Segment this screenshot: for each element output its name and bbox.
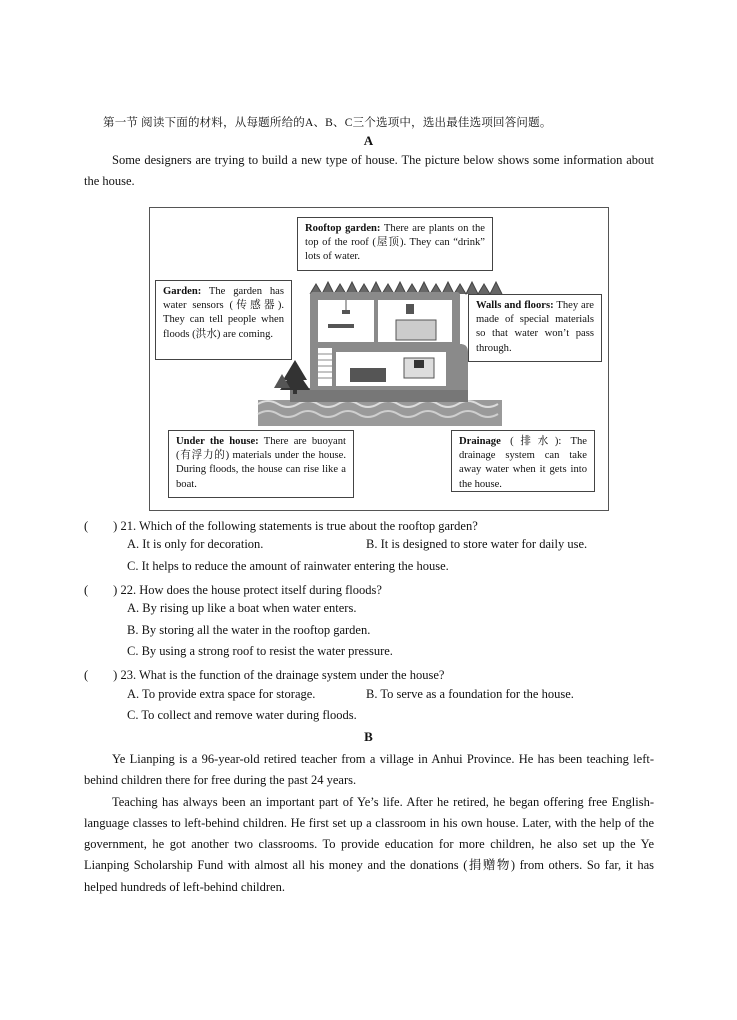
callout-drainage-text: (排水): The drainage system can take away water when it gets into the house.: [459, 436, 587, 490]
option-c[interactable]: C. To collect and remove water during floods.: [127, 708, 357, 722]
question-stem: 21. Which of the following statements is true about the rooftop garden?: [120, 519, 478, 533]
option-a[interactable]: A. To provide extra space for storage.: [127, 687, 316, 701]
answer-blank[interactable]: ( ): [84, 583, 118, 597]
callout-under-house: [168, 430, 354, 498]
option-b[interactable]: B. To serve as a foundation for the house.: [366, 687, 574, 701]
callout-walls-text: They are made of special materials so that water won’t pass through.: [476, 300, 594, 354]
option-b[interactable]: B. By storing all the water in the rooftop garden.: [127, 623, 371, 637]
callout-rooftop-text: There are plants on the top of the roof (屋顶). They can “drink” lots of water.: [305, 223, 485, 263]
passage-a-intro: [84, 150, 654, 193]
passage-a-letter: A: [363, 133, 374, 148]
option-a[interactable]: A. It is only for decoration.: [127, 537, 264, 551]
callout-under-text: There are buoyant (有浮力的) materials under the house. During floods, the house can rise like a boat.: [176, 436, 346, 490]
table: [328, 324, 354, 328]
option-c[interactable]: C. By using a strong roof to resist the water pressure.: [127, 644, 393, 658]
question-23: [84, 665, 444, 683]
passage-b-paragraph-2: Teaching has always been an important part of Ye’s life. After he retired, he began offering free English-language classes to left-behind children. He first set up a classroom in his own house. Later, with the help of the government, he got another two classrooms. To provide education for more children, he also set up the Ye Lianping Scholarship Fund with almost all his money and the donations (捐赠物) from others. So far, it has helped hundreds of left-behind children.: [84, 794, 654, 894]
answer-blank[interactable]: ( ): [84, 668, 118, 682]
option-c[interactable]: C. It helps to reduce the amount of rainwater entering the house.: [127, 559, 449, 573]
callout-rooftop-garden: [297, 217, 493, 271]
option-b[interactable]: B. It is designed to store water for daily use.: [366, 537, 588, 551]
callout-garden-text: The garden has water sensors (传感器). They can tell people when floods (洪水) are coming.: [163, 286, 284, 340]
house-diagram: [149, 207, 609, 511]
callout-drainage: [451, 430, 595, 492]
answer-blank[interactable]: ( ): [84, 519, 118, 533]
passage-a-intro-text: Some designers are trying to build a new type of house. The picture below shows some information about the house.: [84, 153, 654, 189]
section-instructions: 第一节 阅读下面的材料，从每题所给的A、B、C三个选项中，选出最佳选项回答问题。: [103, 117, 552, 129]
passage-b-letter: B: [364, 729, 373, 744]
sofa: [350, 368, 386, 382]
callout-walls-floors: [468, 294, 602, 362]
callout-walls-title: Walls and floors:: [476, 300, 554, 311]
computer: [414, 360, 424, 368]
passage-b-body: [84, 749, 654, 898]
callout-garden-title: Garden:: [163, 286, 202, 297]
option-a[interactable]: A. By rising up like a boat when water enters.: [127, 601, 357, 615]
question-21: [84, 516, 478, 534]
callout-drainage-title: Drainage: [459, 436, 501, 447]
callout-under-title: Under the house:: [176, 436, 259, 447]
question-22: [84, 580, 382, 598]
kitchen: [396, 320, 436, 340]
callout-garden: [155, 280, 292, 360]
callout-rooftop-title: Rooftop garden:: [305, 223, 381, 234]
question-stem: 23. What is the function of the drainage system under the house?: [120, 668, 445, 682]
buoyant-base: [290, 388, 468, 402]
passage-b-paragraph-1: Ye Lianping is a 96-year-old retired teacher from a village in Anhui Province. He has been teaching left-behind children there for free during the past 24 years.: [84, 752, 654, 788]
question-stem: 22. How does the house protect itself during floods?: [120, 583, 382, 597]
